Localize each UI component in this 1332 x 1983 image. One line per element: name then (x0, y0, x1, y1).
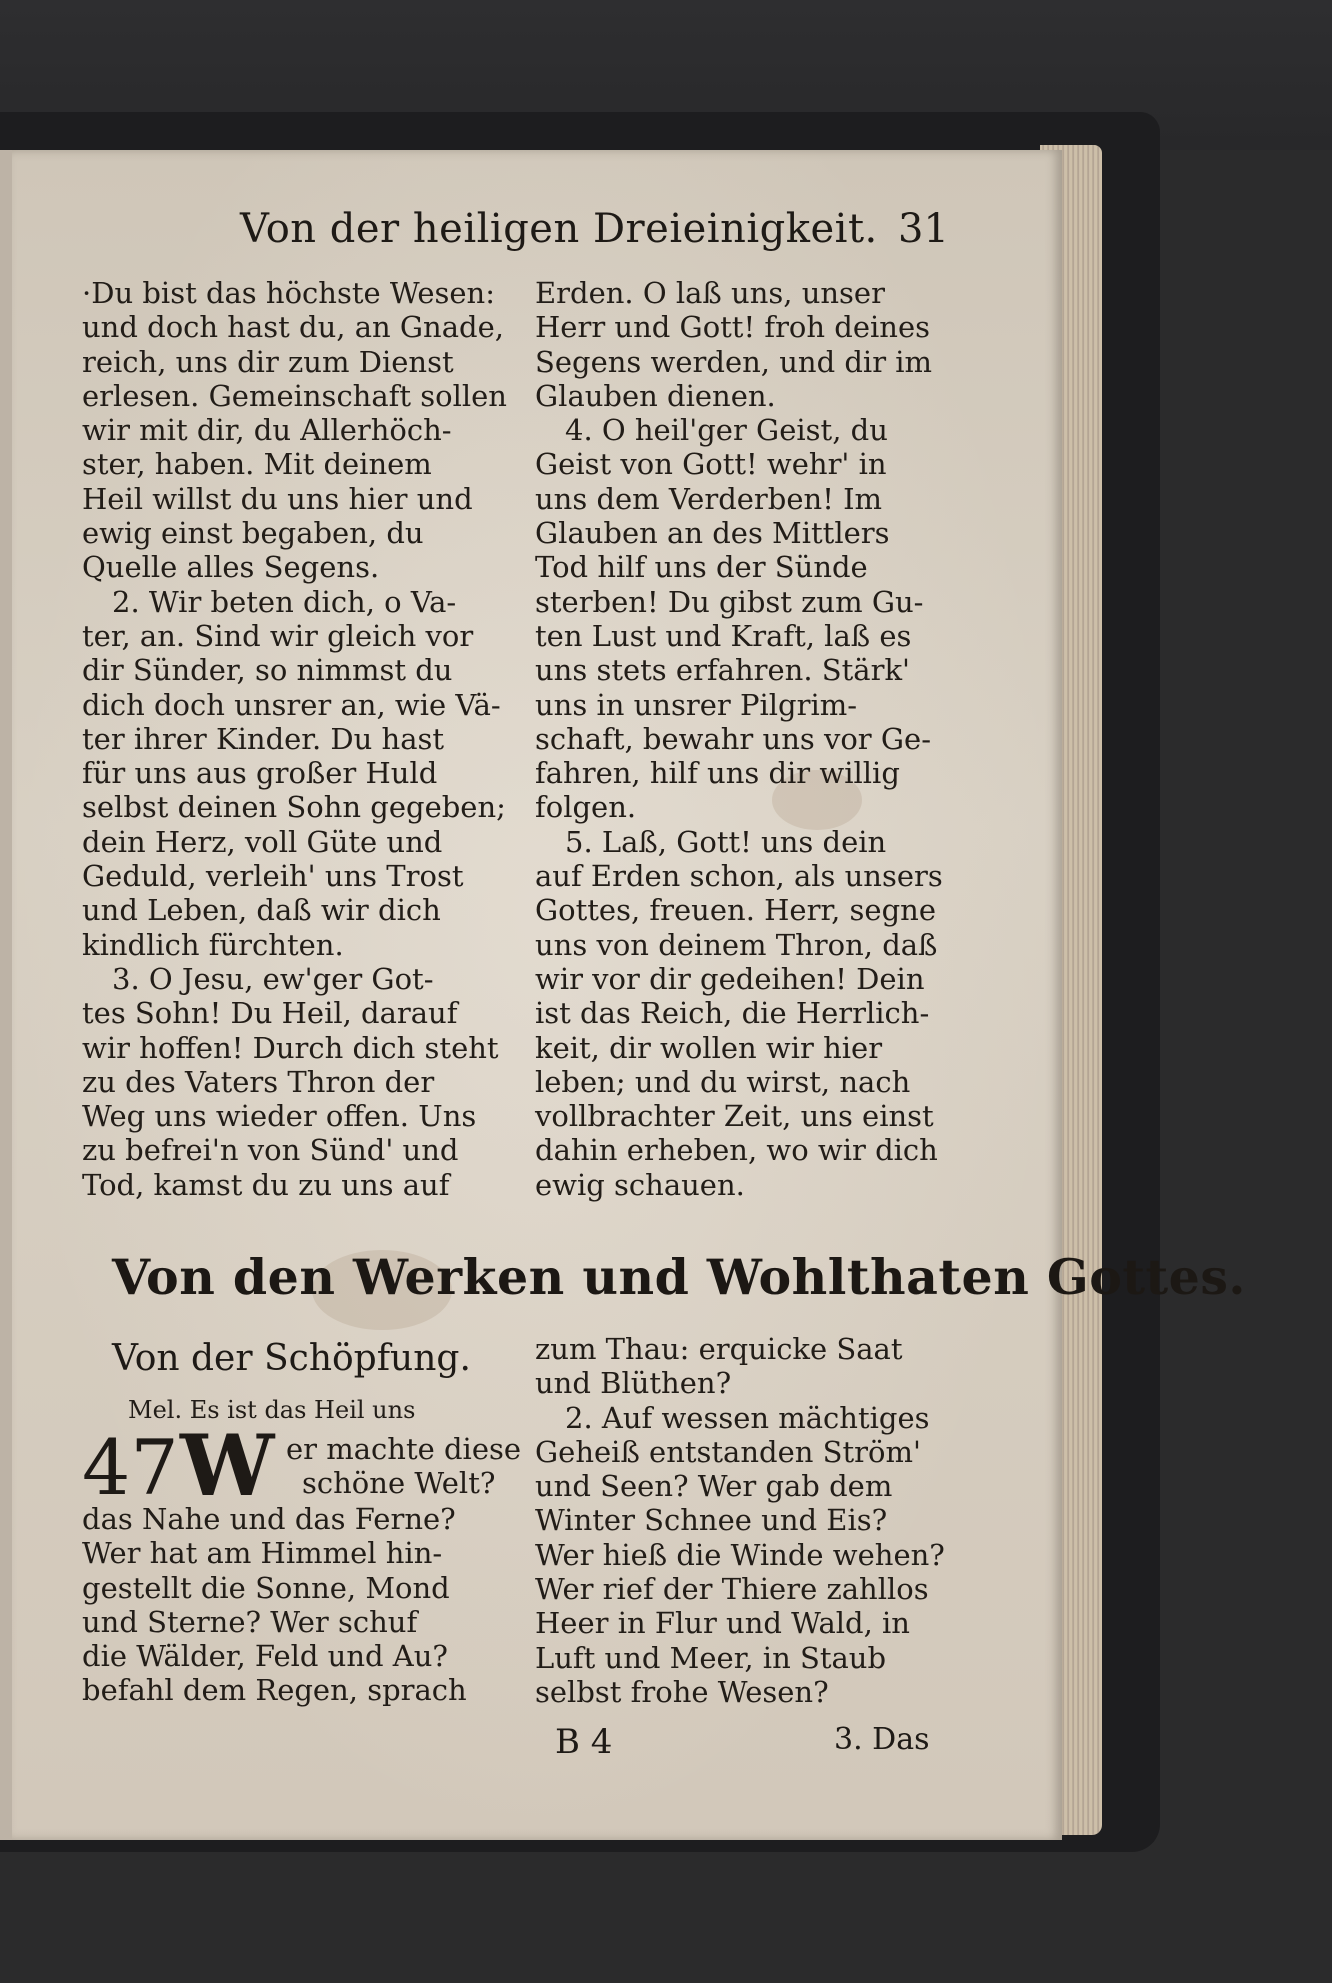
text-line: gestellt die Sonne, Mond (82, 1570, 450, 1605)
text-line: leben; und du wirst, nach (535, 1064, 911, 1099)
text-line: 5. Laß, Gott! uns dein (565, 824, 887, 859)
text-line: selbst frohe Wesen? (535, 1674, 829, 1709)
text-line: kindlich fürchten. (82, 927, 344, 962)
text-line: Glauben an des Mittlers (535, 516, 890, 551)
text-line: Geheiß entstanden Ström' (535, 1434, 921, 1469)
text-line: sterben! Du gibst zum Gu- (535, 584, 924, 619)
text-line: zum Thau: erquicke Saat (535, 1332, 903, 1366)
text-line: Quelle alles Segens. (82, 550, 380, 585)
hymn-column-right (535, 1332, 945, 1709)
text-line: und doch hast du, an Gnade, (82, 310, 504, 345)
text-line: ster, haben. Mit deinem (82, 447, 432, 482)
text-line: Segens werden, und dir im (535, 344, 933, 379)
text-line: Luft und Meer, in Staub (535, 1640, 887, 1675)
section-heading: Von den Werken und Wohlthaten Gottes. (112, 1248, 1246, 1306)
text-line: wir hoffen! Durch dich steht (82, 1030, 499, 1065)
text-line: vollbrachter Zeit, uns einst (535, 1099, 934, 1134)
hymn-number: 47 (82, 1423, 179, 1512)
text-line: wir vor dir gedeihen! Dein (535, 961, 925, 996)
text-line: Winter Schnee und Eis? (535, 1503, 888, 1538)
text-line: schöne Welt? (302, 1466, 496, 1501)
text-line: Wer hat am Himmel hin- (82, 1536, 443, 1571)
text-line: für uns aus großer Huld (82, 756, 438, 791)
column-right (535, 276, 955, 1202)
text-line: 2. Auf wessen mächtiges (565, 1400, 930, 1435)
text-line: reich, uns dir zum Dienst (82, 344, 454, 379)
text-line: ten Lust und Kraft, laß es (535, 618, 912, 653)
text-line: dir Sünder, so nimmst du (82, 653, 453, 688)
text-line: zu des Vaters Thron der (82, 1064, 435, 1099)
text-line: Herr und Gott! froh deines (535, 310, 931, 345)
text-line: Wer rief der Thiere zahllos (535, 1572, 929, 1607)
text-line: fahren, hilf uns dir willig (535, 756, 900, 791)
text-line: Erden. O laß uns, unser (535, 276, 885, 310)
text-line: Glauben dienen. (535, 378, 776, 413)
text-line: befahl dem Regen, sprach (82, 1673, 467, 1708)
catchword: 3. Das (834, 1722, 930, 1757)
text-line: dahin erheben, wo wir dich (535, 1133, 938, 1168)
text-line: ewig schauen. (535, 1167, 745, 1202)
text-line: ter ihrer Kinder. Du hast (82, 721, 445, 756)
text-line: ·Du bist das höchste Wesen: (82, 276, 495, 310)
text-line: uns stets erfahren. Stärk' (535, 653, 910, 688)
text-line: folgen. (535, 790, 637, 825)
text-line: uns von deinem Thron, daß (535, 927, 938, 962)
text-line: Geduld, verleih' uns Trost (82, 859, 464, 894)
hymn-first-lines (286, 1432, 521, 1501)
text-line: Weg uns wieder offen. Uns (82, 1099, 477, 1134)
dropcap: W (180, 1416, 275, 1515)
text-line: ist das Reich, die Herrlich- (535, 996, 930, 1031)
text-line: Geist von Gott! wehr' in (535, 447, 887, 482)
subheading: Von der Schöpfung. (112, 1338, 471, 1379)
text-line: die Wälder, Feld und Au? (82, 1639, 448, 1674)
text-line: uns dem Verderben! Im (535, 481, 883, 516)
text-line: Heer in Flur und Wald, in (535, 1606, 910, 1641)
text-line: Tod hilf uns der Sünde (535, 550, 868, 585)
page-number: 31 (898, 206, 949, 252)
text-line: 3. O Jesu, ew'ger Got- (112, 961, 434, 996)
text-line: das Nahe und das Ferne? (82, 1502, 456, 1536)
text-line: dein Herz, voll Güte und (82, 824, 443, 859)
text-line: ewig einst begaben, du (82, 516, 424, 551)
column-left (82, 276, 507, 1202)
text-line: ter, an. Sind wir gleich vor (82, 618, 474, 653)
melody-line: Mel. Es ist das Heil uns (128, 1396, 416, 1424)
text-line: 4. O heil'ger Geist, du (565, 413, 888, 448)
text-line: er machte diese (286, 1432, 522, 1466)
text-line: wir mit dir, du Allerhöch- (82, 413, 452, 448)
text-line: und Sterne? Wer schuf (82, 1604, 418, 1639)
text-line: selbst deinen Sohn gegeben; (82, 790, 506, 825)
text-line: Wer hieß die Winde wehen? (535, 1537, 945, 1572)
signature-mark: B 4 (555, 1722, 613, 1762)
text-line: Heil willst du uns hier und (82, 481, 473, 516)
text-line: 2. Wir beten dich, o Va- (112, 584, 457, 619)
text-line: erlesen. Gemeinschaft sollen (82, 378, 507, 413)
text-line: Tod, kamst du zu uns auf (82, 1167, 450, 1202)
text-line: tes Sohn! Du Heil, darauf (82, 996, 458, 1031)
text-line: zu befrei'n von Sünd' und (82, 1133, 459, 1168)
text-line: dich doch unsrer an, wie Vä- (82, 687, 501, 722)
text-line: keit, dir wollen wir hier (535, 1030, 883, 1065)
text-line: Gottes, freuen. Herr, segne (535, 893, 937, 928)
text-line: auf Erden schon, als unsers (535, 859, 943, 894)
text-line: und Seen? Wer gab dem (535, 1469, 893, 1504)
text-line: schaft, bewahr uns vor Ge- (535, 721, 932, 756)
text-line: und Blüthen? (535, 1366, 732, 1401)
text-line: und Leben, daß wir dich (82, 893, 441, 928)
hymn-column-left (82, 1502, 467, 1708)
text-line: uns in unsrer Pilgrim- (535, 687, 858, 722)
running-head: Von der heiligen Dreieinigkeit. (240, 206, 878, 252)
